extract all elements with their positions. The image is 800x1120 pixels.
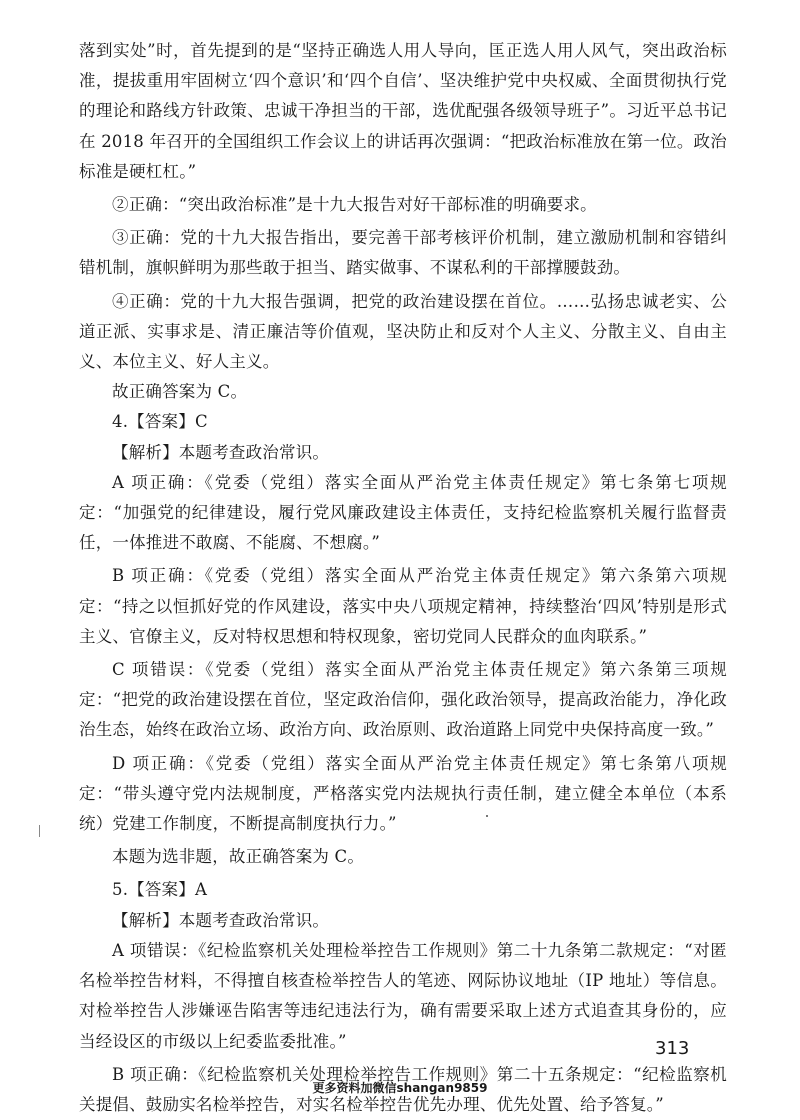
question-4-option-c: C 项错误：《党委（党组）落实全面从严治党主体责任规定》第六条第三项规定：“把党的政治建设摆在首位，坚定政治信仰，强化政治领导，提高政治能力，净化政治生态，始终在政治立场、政治方向、政治原则、政治道路上同党中央保持高度一致。” — [79, 660, 727, 740]
paragraph-continuation: 落到实处”时，首先提到的是“坚持正确选人用人导向，匡正选人用人风气，突出政治标准，提拔重用牢固树立‘四个意识’和‘四个自信’、坚决维护党中央权威、全面贯彻执行党的理论和路线方针政策、忠诚干净担当的干部，选优配强各级领导班子”。习近平总书记在 2018 年召开的全国组织工作会议上的讲话再次强调：“把政治标准放在第一位。政治标准是硬杠杠。” — [79, 41, 727, 181]
question-4-answer: 4.【答案】C — [112, 412, 208, 432]
footer-note: 更多资料加微信shangan9859 — [312, 1081, 488, 1095]
scan-dust-dot — [486, 815, 488, 817]
scan-margin-mark — [39, 825, 40, 837]
question-5-option-b: B 项正确：《纪检监察机关处理检举控告工作规则》第二十五条规定：“纪检监察机关提倡、鼓励实名检举控告，对实名检举控告优先办理、优先处置、给予答复。” — [79, 1064, 727, 1114]
question-4-option-a: A 项正确：《党委（党组）落实全面从严治党主体责任规定》第七条第七项规定：“加强党的纪律建设，履行党风廉政建设主体责任，支持纪检监察机关履行监督责任，一体推进不敢腐、不能腐、不想腐。” — [79, 472, 727, 553]
document-body — [79, 36, 727, 1120]
question-5-option-a: A 项错误：《纪检监察机关处理检举控告工作规则》第二十九条第二款规定：“对匿名检举控告材料，不得擅自核查检举控告人的笔迹、网际协议地址（IP 地址）等信息。对检举控告人涉嫌诬告陷害等违纪违法行为，确有需要采取上述方式追查其身份的，应当经设区的市级以上纪委监委批准。” — [79, 940, 727, 1051]
paragraph-answer-3: 故正确答案为 C。 — [112, 382, 248, 402]
question-4-analysis: 【解析】本题考查政治常识。 — [112, 442, 330, 462]
page-number: 313 — [655, 1038, 690, 1059]
question-5-analysis: 【解析】本题考查政治常识。 — [112, 910, 330, 930]
question-4-option-d: D 项正确：《党委（党组）落实全面从严治党主体责任规定》第七条第八项规定：“带头遵守党内法规制度，严格落实党内法规执行责任制，建立健全本单位（本系统）党建工作制度，不断提高制度执行力。” — [79, 753, 727, 834]
paragraph-point-4: ④正确：党的十九大报告强调，把党的政治建设摆在首位。……弘扬忠诚老实、公道正派、实事求是、清正廉洁等价值观，坚决防止和反对个人主义、分散主义、自由主义、本位主义、好人主义。 — [79, 291, 727, 372]
paragraph-point-2: ②正确：“突出政治标准”是十九大报告对好干部标准的明确要求。 — [112, 195, 597, 215]
question-4-conclusion: 本题为选非题，故正确答案为 C。 — [112, 847, 365, 867]
paragraph-point-3: ③正确：党的十九大报告指出，要完善干部考核评价机制，建立激励机制和容错纠错机制，旗帜鲜明为那些敢于担当、踏实做事、不谋私利的干部撑腰鼓劲。 — [79, 228, 727, 278]
question-4-option-b: B 项正确：《党委（党组）落实全面从严治党主体责任规定》第六条第六项规定：“持之以恒抓好党的作风建设，落实中央八项规定精神，持续整治‘四风’特别是形式主义、官僚主义，反对特权思想和特权现象，密切党同人民群众的血肉联系。” — [79, 566, 727, 646]
question-5-answer: 5.【答案】A — [112, 880, 208, 900]
